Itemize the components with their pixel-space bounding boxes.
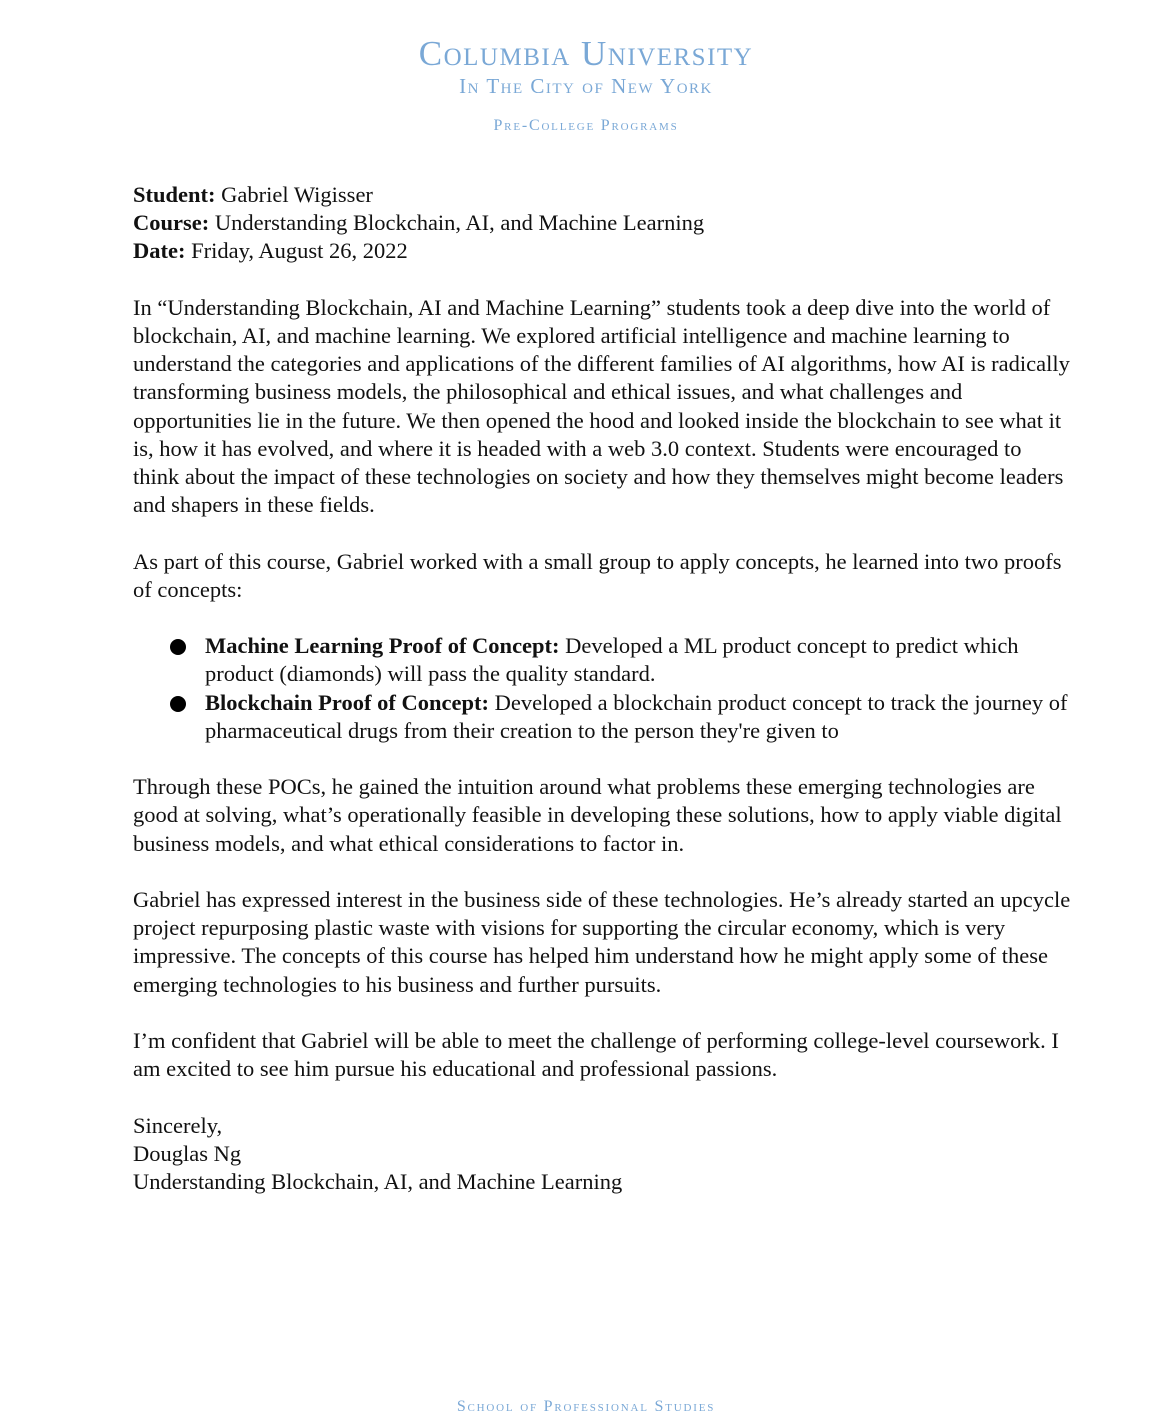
- paragraph-confidence: I’m confident that Gabriel will be able to meet the challenge of performing college-level coursework. I am excited to see him pursue his educational and professional passions.: [133, 1028, 1059, 1082]
- signer-role: Understanding Blockchain, AI, and Machine Learning: [133, 1169, 623, 1194]
- poc-list: [133, 632, 1073, 745]
- bullet-icon: [170, 696, 186, 712]
- list-item: [133, 689, 1073, 745]
- date-value: Friday, August 26, 2022: [191, 238, 408, 264]
- poc-text: Developed a blockchain product concept to track the journey of pharmaceutical drugs from their creation to the person they're given to: [205, 689, 1068, 743]
- date-label: Date:: [133, 238, 186, 264]
- footer-school: School of Professional Studies: [456, 1398, 716, 1415]
- course-label: Course:: [133, 210, 210, 236]
- poc-label: Machine Learning Proof of Concept:: [205, 633, 560, 659]
- paragraph-business-interest: Gabriel has expressed interest in the business side of these technologies. He’s already started an upcycle project repurposing plastic waste with visions for supporting the circular economy, which is very impressive. The concepts of this course has helped him understand how he might apply some of these emerging technologies to his business and further pursuits.: [133, 887, 1071, 997]
- student-line: [133, 181, 1073, 209]
- letterhead-title: Columbia University: [418, 34, 754, 73]
- paragraph-poc-outcomes: Through these POCs, he gained the intuition around what problems these emerging technologies are good at solving, what’s operationally feasible in developing these solutions, how to apply viable digital business models, and what ethical considerations to factor in.: [133, 774, 1062, 856]
- signoff: [133, 1112, 1073, 1197]
- closing: Sincerely,: [133, 1112, 223, 1138]
- course-value: Understanding Blockchain, AI, and Machine Learning: [214, 210, 705, 236]
- letterhead-program: Pre-College Programs: [493, 117, 679, 134]
- bullet-icon: [170, 639, 186, 655]
- letterhead-subtitle: In The City of New York: [459, 74, 713, 98]
- poc-label: Blockchain Proof of Concept:: [205, 689, 489, 715]
- date-line: [133, 237, 1073, 265]
- letter-content: [133, 181, 1073, 1196]
- poc-text: Developed a ML product concept to predict which product (diamonds) will pass the quality standard.: [205, 633, 1019, 687]
- signer-name: Douglas Ng: [133, 1140, 242, 1166]
- student-value: Gabriel Wigisser: [221, 182, 373, 207]
- list-item: [133, 632, 1073, 688]
- student-label: Student:: [133, 182, 216, 207]
- course-line: [133, 209, 1073, 237]
- paragraph-group-work: As part of this course, Gabriel worked with a small group to apply concepts, he learned into two proofs of concepts:: [133, 548, 1062, 602]
- paragraph-course-overview: In “Understanding Blockchain, AI and Machine Learning” students took a deep dive into the world of blockchain, AI, and machine learning. We explored artificial intelligence and machine learning to understand the categories and applications of the different families of AI algorithms, how AI is radically transforming business models, the philosophical and ethical issues, and what challenges and opportunities lie in the future. We then opened the hood and looked inside the blockchain to see what it is, how it has evolved, and where it is headed with a web 3.0 context. Students were encouraged to think about the impact of these technologies on society and how they themselves might become leaders and shapers in these fields.: [133, 294, 1070, 518]
- meta-block: [133, 181, 1073, 266]
